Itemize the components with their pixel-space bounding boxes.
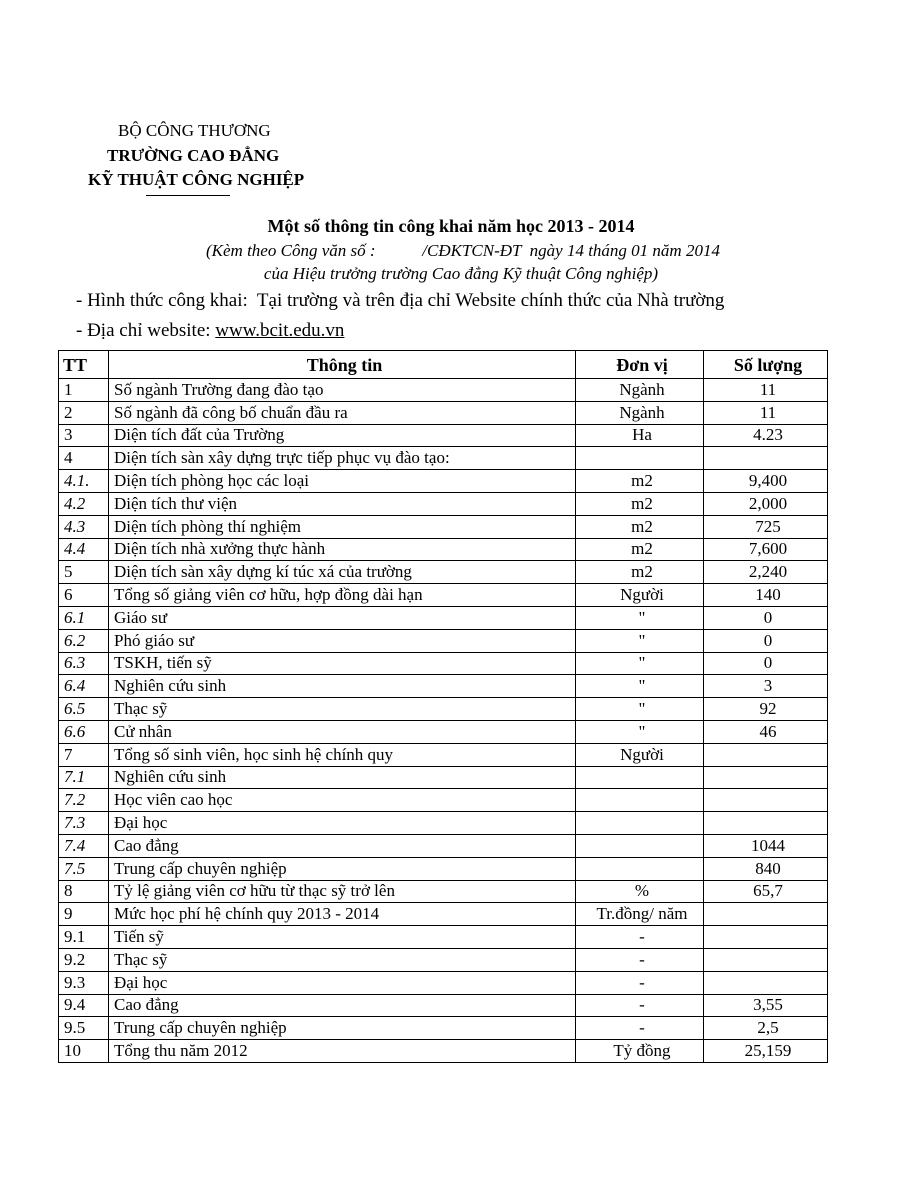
row-unit: Tỷ đồng <box>576 1040 704 1063</box>
table-row <box>59 903 828 926</box>
row-quantity: 0 <box>704 652 828 675</box>
row-quantity <box>704 971 828 994</box>
row-info: Diện tích nhà xưởng thực hành <box>109 538 576 561</box>
row-info: Thạc sỹ <box>109 698 576 721</box>
row-number: 4.3 <box>59 515 109 538</box>
row-quantity <box>704 789 828 812</box>
row-info: Cao đẳng <box>109 834 576 857</box>
header-qty: Số lượng <box>704 351 828 379</box>
row-quantity: 840 <box>704 857 828 880</box>
row-unit <box>576 812 704 835</box>
row-number: 7.1 <box>59 766 109 789</box>
row-unit: Ngành <box>576 379 704 402</box>
header-info: Thông tin <box>109 351 576 379</box>
row-number: 5 <box>59 561 109 584</box>
row-number: 9.2 <box>59 948 109 971</box>
row-info: Nghiên cứu sinh <box>109 675 576 698</box>
table-row <box>59 492 828 515</box>
table-row <box>59 584 828 607</box>
row-unit: - <box>576 948 704 971</box>
table-row <box>59 561 828 584</box>
table-row <box>59 401 828 424</box>
row-unit: - <box>576 994 704 1017</box>
row-info: Cao đẳng <box>109 994 576 1017</box>
ministry-name: BỘ CÔNG THƯƠNG <box>118 121 271 140</box>
row-number: 7.3 <box>59 812 109 835</box>
row-number: 2 <box>59 401 109 424</box>
table-row <box>59 1040 828 1063</box>
table-row <box>59 698 828 721</box>
row-quantity: 11 <box>704 401 828 424</box>
row-number: 7.5 <box>59 857 109 880</box>
row-number: 6.2 <box>59 629 109 652</box>
row-quantity: 46 <box>704 720 828 743</box>
row-unit: m2 <box>576 515 704 538</box>
row-quantity: 0 <box>704 629 828 652</box>
table-row <box>59 926 828 949</box>
row-number: 6 <box>59 584 109 607</box>
row-quantity: 4.23 <box>704 424 828 447</box>
row-unit <box>576 766 704 789</box>
table-row <box>59 743 828 766</box>
row-number: 9.1 <box>59 926 109 949</box>
website-link[interactable]: www.bcit.edu.vn <box>215 320 345 341</box>
row-info: Trung cấp chuyên nghiệp <box>109 857 576 880</box>
school-name-line1: TRƯỜNG CAO ĐẲNG <box>107 146 280 165</box>
document-subtitle-2: của Hiệu trưởng trường Cao đẳng Kỹ thuật Công nghiệp) <box>263 264 659 283</box>
row-unit: m2 <box>576 561 704 584</box>
row-unit: Người <box>576 743 704 766</box>
row-number: 4.4 <box>59 538 109 561</box>
table-row <box>59 812 828 835</box>
row-quantity <box>704 926 828 949</box>
row-info: Tổng thu năm 2012 <box>109 1040 576 1063</box>
table-row <box>59 652 828 675</box>
row-quantity: 11 <box>704 379 828 402</box>
row-quantity: 2,5 <box>704 1017 828 1040</box>
row-info: Diện tích sàn xây dựng trực tiếp phục vụ đào tạo: <box>109 447 576 470</box>
row-info: Thạc sỹ <box>109 948 576 971</box>
row-number: 9.3 <box>59 971 109 994</box>
table-row <box>59 766 828 789</box>
row-info: Diện tích phòng thí nghiệm <box>109 515 576 538</box>
row-number: 10 <box>59 1040 109 1063</box>
row-unit: - <box>576 971 704 994</box>
row-unit <box>576 834 704 857</box>
row-unit: " <box>576 629 704 652</box>
table-row <box>59 675 828 698</box>
row-unit: " <box>576 698 704 721</box>
table-row <box>59 629 828 652</box>
row-number: 4.2 <box>59 492 109 515</box>
row-unit: Người <box>576 584 704 607</box>
row-quantity: 25,159 <box>704 1040 828 1063</box>
row-unit: Ngành <box>576 401 704 424</box>
row-quantity <box>704 743 828 766</box>
row-unit: " <box>576 652 704 675</box>
row-number: 9 <box>59 903 109 926</box>
row-unit <box>576 447 704 470</box>
row-unit: Tr.đồng/ năm <box>576 903 704 926</box>
row-quantity: 3,55 <box>704 994 828 1017</box>
row-unit: - <box>576 1017 704 1040</box>
row-number: 4 <box>59 447 109 470</box>
table-row <box>59 379 828 402</box>
row-number: 1 <box>59 379 109 402</box>
table-row <box>59 880 828 903</box>
row-quantity: 3 <box>704 675 828 698</box>
table-row <box>59 606 828 629</box>
row-info: Mức học phí hệ chính quy 2013 - 2014 <box>109 903 576 926</box>
row-info: Diện tích thư viện <box>109 492 576 515</box>
row-unit: Ha <box>576 424 704 447</box>
row-quantity: 2,240 <box>704 561 828 584</box>
row-info: Giáo sư <box>109 606 576 629</box>
row-info: Phó giáo sư <box>109 629 576 652</box>
table-row <box>59 1017 828 1040</box>
row-number: 6.3 <box>59 652 109 675</box>
row-info: Tổng số giảng viên cơ hữu, hợp đồng dài hạn <box>109 584 576 607</box>
row-number: 6.5 <box>59 698 109 721</box>
website-label: - Địa chỉ website: <box>76 320 216 341</box>
school-name-line2: KỸ THUẬT CÔNG NGHIỆP <box>88 170 305 189</box>
header-tt: TT <box>59 351 109 379</box>
row-number: 4.1. <box>59 470 109 493</box>
row-quantity: 0 <box>704 606 828 629</box>
row-unit: m2 <box>576 492 704 515</box>
table-row <box>59 515 828 538</box>
row-unit <box>576 789 704 812</box>
row-info: Diện tích sàn xây dựng kí túc xá của trường <box>109 561 576 584</box>
row-unit: " <box>576 606 704 629</box>
info-table <box>58 350 828 1063</box>
disclosure-line: - Hình thức công khai: Tại trường và trên địa chỉ Website chính thức của Nhà trường <box>76 290 725 311</box>
row-number: 7.4 <box>59 834 109 857</box>
table-row <box>59 857 828 880</box>
row-number: 9.5 <box>59 1017 109 1040</box>
row-number: 7.2 <box>59 789 109 812</box>
table-row <box>59 994 828 1017</box>
row-info: Đại học <box>109 971 576 994</box>
row-quantity <box>704 766 828 789</box>
row-quantity <box>704 812 828 835</box>
header-unit: Đơn vị <box>576 351 704 379</box>
row-number: 6.1 <box>59 606 109 629</box>
row-info: TSKH, tiến sỹ <box>109 652 576 675</box>
table-row <box>59 470 828 493</box>
row-unit: " <box>576 720 704 743</box>
row-number: 6.4 <box>59 675 109 698</box>
table-row <box>59 447 828 470</box>
row-info: Tiến sỹ <box>109 926 576 949</box>
row-info: Diện tích phòng học các loại <box>109 470 576 493</box>
table-row <box>59 424 828 447</box>
row-unit: m2 <box>576 538 704 561</box>
table-body <box>59 379 828 1063</box>
table-row <box>59 971 828 994</box>
document-title: Một số thông tin công khai năm học 2013 - 2014 <box>267 216 635 236</box>
row-info: Số ngành đã công bố chuẩn đầu ra <box>109 401 576 424</box>
row-info: Diện tích đất của Trường <box>109 424 576 447</box>
row-number: 8 <box>59 880 109 903</box>
row-info: Học viên cao học <box>109 789 576 812</box>
row-quantity: 7,600 <box>704 538 828 561</box>
row-quantity: 92 <box>704 698 828 721</box>
table-header-row <box>59 351 828 379</box>
row-info: Cử nhân <box>109 720 576 743</box>
row-unit: % <box>576 880 704 903</box>
row-unit: m2 <box>576 470 704 493</box>
table-row <box>59 834 828 857</box>
row-quantity: 9,400 <box>704 470 828 493</box>
row-info: Trung cấp chuyên nghiệp <box>109 1017 576 1040</box>
row-number: 6.6 <box>59 720 109 743</box>
document-subtitle-1: (Kèm theo Công văn số : /CĐKTCN-ĐT ngày 14 tháng 01 năm 2014 <box>206 241 720 260</box>
row-number: 9.4 <box>59 994 109 1017</box>
row-number: 7 <box>59 743 109 766</box>
row-quantity: 725 <box>704 515 828 538</box>
table-row <box>59 538 828 561</box>
row-unit: - <box>576 926 704 949</box>
row-number: 3 <box>59 424 109 447</box>
website-line <box>76 320 344 342</box>
table-row <box>59 789 828 812</box>
row-quantity: 65,7 <box>704 880 828 903</box>
row-quantity: 140 <box>704 584 828 607</box>
row-unit: " <box>576 675 704 698</box>
table-row <box>59 948 828 971</box>
header-rule <box>146 195 230 196</box>
row-quantity <box>704 903 828 926</box>
row-info: Nghiên cứu sinh <box>109 766 576 789</box>
row-unit <box>576 857 704 880</box>
row-quantity <box>704 447 828 470</box>
row-quantity: 2,000 <box>704 492 828 515</box>
row-info: Tổng số sinh viên, học sinh hệ chính quy <box>109 743 576 766</box>
row-quantity: 1044 <box>704 834 828 857</box>
row-info: Số ngành Trường đang đào tạo <box>109 379 576 402</box>
table-row <box>59 720 828 743</box>
row-quantity <box>704 948 828 971</box>
row-info: Tỷ lệ giảng viên cơ hữu từ thạc sỹ trở lên <box>109 880 576 903</box>
row-info: Đại học <box>109 812 576 835</box>
